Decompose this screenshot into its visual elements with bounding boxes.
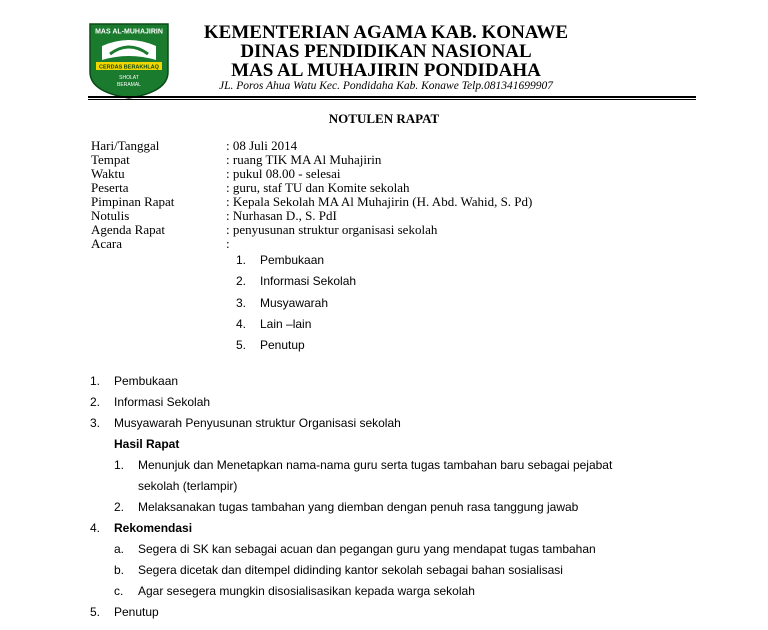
section-text: Informasi Sekolah (114, 395, 211, 409)
section-pembukaan (90, 374, 178, 388)
list-text: Informasi Sekolah (260, 274, 357, 289)
list-number: 4. (236, 316, 247, 331)
header-ministry: KEMENTERIAN AGAMA KAB. KONAWE (203, 22, 569, 43)
header-address: JL. Poros Ahua Watu Kec. Pondidaha Kab. Konawe Telp.081341699907 (219, 80, 553, 92)
hasil-item (114, 458, 612, 472)
section-number: 5. (90, 605, 101, 619)
info-row (91, 237, 532, 251)
section-number: 3. (90, 416, 101, 430)
section-number: 4. (90, 521, 101, 535)
hasil-rapat-heading: Hasil Rapat (114, 437, 180, 451)
section-musyawarah (90, 416, 401, 430)
info-label: Hari/Tanggal (91, 138, 160, 153)
section-informasi (90, 395, 210, 409)
logo-text-top: MAS AL-MUHAJIRIN (95, 28, 163, 36)
list-item (236, 250, 356, 271)
info-label: Agenda Rapat (91, 222, 166, 237)
section-text: Pembukaan (114, 374, 179, 388)
list-item (236, 293, 356, 314)
acara-list (236, 250, 356, 356)
info-row (91, 195, 532, 209)
item-letter: b. (114, 563, 125, 577)
item-letter: c. (114, 584, 124, 598)
info-label: Waktu (91, 166, 125, 181)
rekomendasi-item (114, 542, 596, 556)
info-row (91, 223, 532, 237)
list-item (236, 335, 356, 356)
info-value: : penyusunan struktur organisasi sekolah (226, 222, 438, 237)
info-label: Pimpinan Rapat (91, 194, 175, 209)
section-text: Rekomendasi (114, 521, 193, 535)
info-value: : Kepala Sekolah MA Al Muhajirin (H. Abd. Wahid, S. Pd) (226, 194, 533, 209)
info-value: : ruang TIK MA Al Muhajirin (226, 152, 382, 167)
info-label: Peserta (91, 180, 129, 195)
info-row (91, 181, 532, 195)
header-school: MAS AL MUHAJIRIN PONDIDAHA (231, 60, 541, 81)
hasil-item-continuation: sekolah (terlampir) (138, 479, 238, 493)
item-text: Menunjuk dan Menetapkan nama-nama guru serta tugas tambahan baru sebagai pejabat (138, 458, 613, 472)
info-row (91, 139, 532, 153)
rekomendasi-item (114, 563, 563, 577)
item-text: Segera di SK kan sebagai acuan dan pegangan guru yang mendapat tugas tambahan (138, 542, 596, 556)
list-number: 1. (236, 253, 247, 267)
item-number: 1. (114, 458, 125, 472)
section-number: 1. (90, 374, 101, 388)
list-text: Pembukaan (260, 253, 325, 267)
item-text: Melaksanakan tugas tambahan yang diemban dengan penuh rasa tanggung jawab (138, 500, 579, 514)
list-text: Penutup (260, 338, 305, 353)
section-text: Penutup (114, 605, 159, 619)
item-text: Segera dicetak dan ditempel didinding kantor sekolah sebagai bahan sosialisasi (138, 563, 563, 577)
info-value: : pukul 08.00 - selesai (226, 166, 341, 181)
rekomendasi-item (114, 584, 475, 598)
document-title: NOTULEN RAPAT (328, 111, 440, 126)
list-number: 2. (236, 274, 247, 289)
info-label: Notulis (91, 208, 130, 223)
info-label: Acara (91, 236, 123, 251)
section-penutup (90, 605, 159, 619)
list-item (236, 271, 356, 292)
list-item (236, 314, 356, 335)
hasil-item (114, 500, 578, 514)
info-value: : guru, staf TU dan Komite sekolah (226, 180, 410, 195)
item-text: Agar sesegera mungkin disosialisasikan kepada warga sekolah (138, 584, 475, 598)
logo-text-bottom1: SHOLAT (119, 75, 139, 81)
item-letter: a. (114, 542, 125, 556)
list-text: Musyawarah (260, 295, 329, 310)
info-value: : 08 Juli 2014 (226, 138, 298, 153)
info-row (91, 153, 532, 167)
info-label: Tempat (91, 152, 130, 167)
section-number: 2. (90, 395, 101, 409)
list-number: 3. (236, 295, 247, 310)
info-value: : (226, 236, 230, 251)
list-number: 5. (236, 338, 247, 353)
list-text: Lain –lain (260, 316, 312, 331)
info-row (91, 167, 532, 181)
header-department: DINAS PENDIDIKAN NASIONAL (240, 41, 532, 62)
info-row (91, 209, 532, 223)
section-text: Musyawarah Penyusunan struktur Organisasi sekolah (114, 416, 401, 430)
info-value: : Nurhasan D., S. PdI (226, 208, 337, 223)
school-logo-icon (88, 22, 170, 100)
logo-text-band: CERDAS BERAKHLAQ (99, 64, 159, 71)
meeting-info (91, 139, 532, 251)
section-rekomendasi (90, 521, 192, 535)
header-rule-thin (88, 99, 696, 100)
logo-text-bottom2: BERAMAL (117, 82, 141, 88)
header-rule-thick (88, 96, 696, 98)
item-number: 2. (114, 500, 125, 514)
